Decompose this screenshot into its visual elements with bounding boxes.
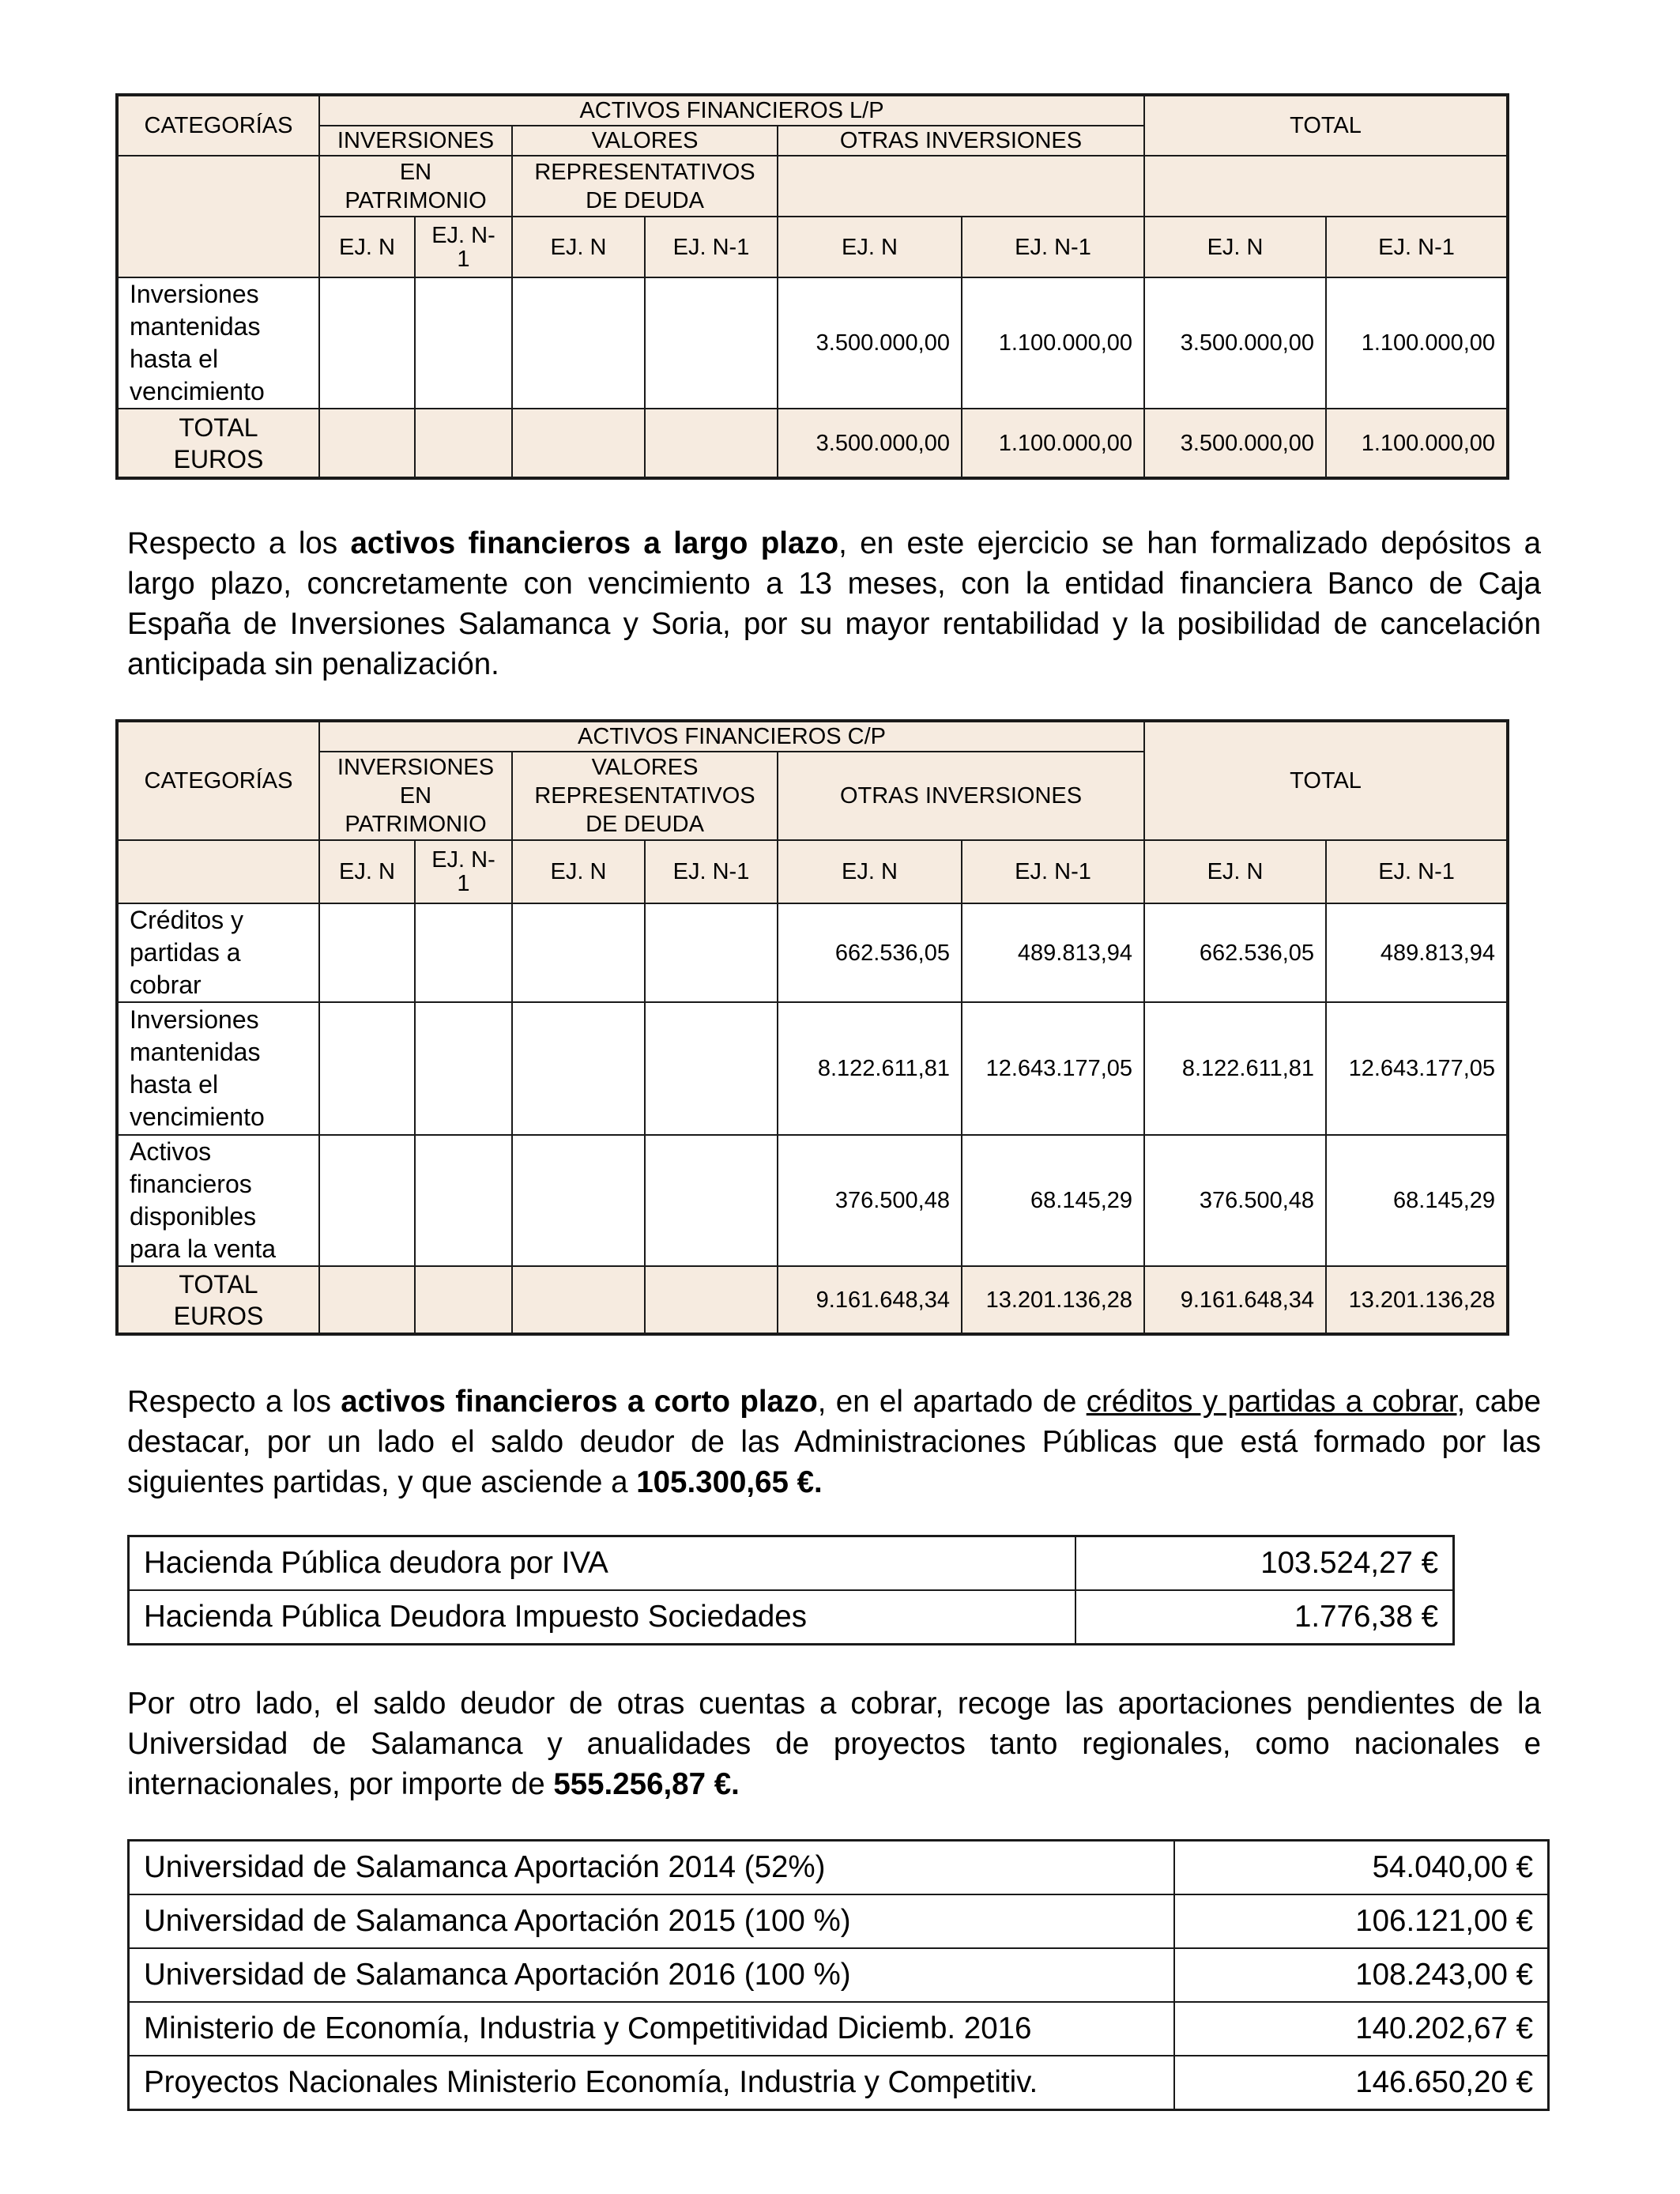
empty-cell [512, 1266, 645, 1334]
text: , en este ejercicio se han formalizado depósitos a largo plazo, concretamente con vencimiento a 13 meses, con la entidad financiera Banco de Caja España de Inversiones Salamanca y Soria, por su mayor rentabilidad y la posibilidad de cancelación anticipada sin penalización. [127, 526, 1542, 681]
empty-cell [645, 409, 778, 478]
item-amount: 54.040,00 € [1174, 1841, 1549, 1895]
header-inversiones: INVERSIONES [337, 755, 495, 780]
item-amount: 108.243,00 € [1174, 1948, 1549, 2002]
header-en: EN [399, 783, 432, 809]
header-en: EN [399, 159, 432, 185]
empty-cell [645, 1135, 778, 1266]
empty-cell [512, 409, 645, 478]
header-ej-n: EJ. N [512, 840, 645, 903]
empty-cell [415, 1002, 512, 1135]
header-ej-n: EJ. N [512, 217, 645, 277]
header-ej-n1-b: 1 [457, 246, 470, 272]
item-label: Universidad de Salamanca Aportación 2015 (100 %) [129, 1894, 1174, 1948]
header-ej-n: EJ. N [778, 840, 962, 903]
total-euros-label [117, 409, 319, 478]
empty-cell [415, 409, 512, 478]
total-n1-value: 1.100.000,00 [1326, 409, 1508, 478]
otras-n-value: 8.122.611,81 [778, 1002, 962, 1135]
item-label: Ministerio de Economía, Industria y Competitividad Diciemb. 2016 [129, 2002, 1174, 2056]
empty-cell [319, 277, 415, 409]
item-amount: 146.650,20 € [1174, 2056, 1549, 2110]
table-row [129, 2056, 1549, 2110]
table-activos-cp [115, 719, 1509, 1336]
table-hacienda-publica [127, 1535, 1455, 1646]
header-valores-representativos [512, 752, 778, 840]
text: , en el apartado de [817, 1385, 1087, 1419]
row-label-line: mantenidas [130, 312, 261, 341]
header-representativos-text: REPRESENTATIVOS [534, 159, 755, 185]
paragraph-corto-plazo [127, 1382, 1541, 1502]
empty-cell [319, 409, 415, 478]
underlined-text: créditos y partidas a cobrar [1086, 1385, 1457, 1419]
total-n1-value: 13.201.136,28 [1326, 1266, 1508, 1334]
bold-text: activos financieros a largo plazo [350, 526, 839, 560]
table-row [129, 1894, 1549, 1948]
table-row [129, 1536, 1454, 1591]
empty-cell [512, 1002, 645, 1135]
otras-n1-value: 1.100.000,00 [962, 409, 1144, 478]
text: Respecto a los [127, 526, 351, 560]
header-inversiones-en-patrimonio [319, 752, 512, 840]
table-row [117, 1002, 1508, 1135]
header-en-patrimonio [319, 156, 512, 217]
header-total: TOTAL [1144, 721, 1508, 840]
total-row [117, 409, 1508, 478]
empty-cell [512, 1135, 645, 1266]
row-label-line: hasta el [130, 1070, 219, 1099]
row-label-line: Inversiones [130, 280, 259, 308]
row-label-line: cobrar [130, 971, 202, 999]
text: Por otro lado, el saldo deudor de otras cuentas a cobrar, recoge las aportaciones pendientes de la Universidad de Salamanca y anualidades de proyectos tanto regionales, como nacionales e internacionales, por importe de [127, 1687, 1541, 1801]
item-label: Universidad de Salamanca Aportación 2016 (100 %) [129, 1948, 1174, 2002]
total-n-value: 8.122.611,81 [1144, 1002, 1326, 1135]
paragraph-otras-cuentas [127, 1683, 1541, 1804]
header-patrimonio: PATRIMONIO [345, 187, 487, 213]
table-aportaciones [127, 1839, 1550, 2111]
row-label-line: mantenidas [130, 1038, 261, 1066]
total-row [117, 1266, 1508, 1334]
row-label [117, 903, 319, 1002]
empty-cell [319, 1266, 415, 1334]
header-representativos [512, 156, 778, 217]
item-amount: 106.121,00 € [1174, 1894, 1549, 1948]
empty-cell [415, 1266, 512, 1334]
header-ej-n1-a: EJ. N- [431, 847, 495, 873]
table-row [117, 1135, 1508, 1266]
header-ej-n1-wrap [415, 840, 512, 903]
total-n1-value: 1.100.000,00 [1326, 277, 1508, 409]
header-empty-cat [117, 840, 319, 903]
header-ej-n1-b: 1 [457, 871, 470, 896]
empty-cell [645, 1266, 778, 1334]
otras-n1-value: 12.643.177,05 [962, 1002, 1144, 1135]
header-ej-n1-a: EJ. N- [431, 222, 495, 248]
row-label [117, 277, 319, 409]
total-n-value: 3.500.000,00 [1144, 409, 1326, 478]
empty-cell [415, 277, 512, 409]
row-label [117, 1135, 319, 1266]
row-label-line: financieros [130, 1170, 252, 1198]
table-row [129, 1841, 1549, 1895]
otras-n-value: 3.500.000,00 [778, 409, 962, 478]
table-row [129, 2002, 1549, 2056]
text: , cabe destacar, por un lado el saldo deudor de las Administraciones Públicas que está formado por las siguientes partidas, y que asciende a [127, 1385, 1542, 1499]
header-representativos: REPRESENTATIVOS [534, 783, 755, 809]
empty-cell [512, 277, 645, 409]
total-label-line: EUROS [173, 1301, 264, 1330]
header-ej-n1: EJ. N-1 [645, 840, 778, 903]
header-ej-n1: EJ. N-1 [645, 217, 778, 277]
item-label: Universidad de Salamanca Aportación 2014 (52%) [129, 1841, 1174, 1895]
bold-text: 555.256,87 €. [553, 1767, 740, 1801]
header-de-deuda: DE DEUDA [586, 187, 704, 213]
empty-cell [319, 903, 415, 1002]
header-ej-n1: EJ. N-1 [962, 840, 1144, 903]
header-patrimonio: PATRIMONIO [345, 812, 487, 837]
table-row [117, 903, 1508, 1002]
empty-cell [645, 1002, 778, 1135]
row-label-line: Inversiones [130, 1005, 259, 1034]
otras-n1-value: 68.145,29 [962, 1135, 1144, 1266]
paragraph-largo-plazo [127, 523, 1541, 684]
table-row [129, 1590, 1454, 1645]
item-amount: 1.776,38 € [1075, 1590, 1454, 1645]
item-amount: 140.202,67 € [1174, 2002, 1549, 2056]
row-label-line: Activos [130, 1137, 212, 1166]
header-total: TOTAL [1144, 95, 1508, 156]
otras-n1-value: 13.201.136,28 [962, 1266, 1144, 1334]
header-empty-cat [117, 156, 319, 277]
bold-text: activos financieros a corto plazo [341, 1385, 818, 1419]
empty-cell [645, 277, 778, 409]
header-ej-n: EJ. N [1144, 217, 1326, 277]
header-valores: VALORES [591, 755, 699, 780]
total-label-line: TOTAL [179, 413, 258, 442]
header-de-deuda: DE DEUDA [586, 812, 704, 837]
header-valores: VALORES [512, 126, 778, 156]
total-n1-value: 12.643.177,05 [1326, 1002, 1508, 1135]
header-ej-n1-wrap [415, 217, 512, 277]
total-label-line: TOTAL [179, 1269, 258, 1299]
table-row [117, 277, 1508, 409]
header-ej-n1: EJ. N-1 [1326, 840, 1508, 903]
item-label: Hacienda Pública deudora por IVA [129, 1536, 1075, 1591]
header-ej-n1: EJ. N-1 [962, 217, 1144, 277]
text: Respecto a los [127, 1385, 341, 1419]
total-n-value: 9.161.648,34 [1144, 1266, 1326, 1334]
row-label-line: hasta el [130, 345, 219, 373]
otras-n1-value: 1.100.000,00 [962, 277, 1144, 409]
header-ej-n1: EJ. N-1 [1326, 217, 1508, 277]
header-categorias: CATEGORÍAS [117, 95, 319, 156]
header-ej-n: EJ. N [319, 840, 415, 903]
empty-cell [415, 1135, 512, 1266]
empty-cell [415, 903, 512, 1002]
otras-n-value: 9.161.648,34 [778, 1266, 962, 1334]
header-inversiones: INVERSIONES [319, 126, 512, 156]
item-label: Hacienda Pública Deudora Impuesto Sociedades [129, 1590, 1075, 1645]
row-label-line: para la venta [130, 1235, 277, 1263]
table-activos-lp [115, 93, 1509, 480]
header-activos-lp: ACTIVOS FINANCIEROS L/P [319, 95, 1144, 126]
total-n-value: 376.500,48 [1144, 1135, 1326, 1266]
row-label-line: Créditos y [130, 906, 244, 934]
total-label-line: EUROS [173, 444, 264, 473]
header-ej-n: EJ. N [319, 217, 415, 277]
otras-n-value: 3.500.000,00 [778, 277, 962, 409]
empty-cell [319, 1135, 415, 1266]
header-otras-inversiones: OTRAS INVERSIONES [778, 126, 1144, 156]
bold-text: 105.300,65 €. [636, 1465, 823, 1499]
header-empty-total [1144, 156, 1508, 217]
otras-n1-value: 489.813,94 [962, 903, 1144, 1002]
row-label [117, 1002, 319, 1135]
total-n-value: 3.500.000,00 [1144, 277, 1326, 409]
total-n-value: 662.536,05 [1144, 903, 1326, 1002]
empty-cell [319, 1002, 415, 1135]
table-row [129, 1948, 1549, 2002]
total-euros-label [117, 1266, 319, 1334]
otras-n-value: 662.536,05 [778, 903, 962, 1002]
header-empty-otras [778, 156, 1144, 217]
item-label: Proyectos Nacionales Ministerio Economía, Industria y Competitiv. [129, 2056, 1174, 2110]
item-amount: 103.524,27 € [1075, 1536, 1454, 1591]
header-categorias: CATEGORÍAS [117, 721, 319, 840]
empty-cell [645, 903, 778, 1002]
empty-cell [512, 903, 645, 1002]
row-label-line: vencimiento [130, 377, 265, 405]
total-n1-value: 489.813,94 [1326, 903, 1508, 1002]
otras-n-value: 376.500,48 [778, 1135, 962, 1266]
header-otras-inversiones: OTRAS INVERSIONES [778, 752, 1144, 840]
header-ej-n: EJ. N [1144, 840, 1326, 903]
header-activos-cp: ACTIVOS FINANCIEROS C/P [319, 721, 1144, 752]
header-ej-n: EJ. N [778, 217, 962, 277]
total-n1-value: 68.145,29 [1326, 1135, 1508, 1266]
row-label-line: vencimiento [130, 1103, 265, 1131]
row-label-line: partidas a [130, 938, 241, 967]
row-label-line: disponibles [130, 1202, 257, 1231]
